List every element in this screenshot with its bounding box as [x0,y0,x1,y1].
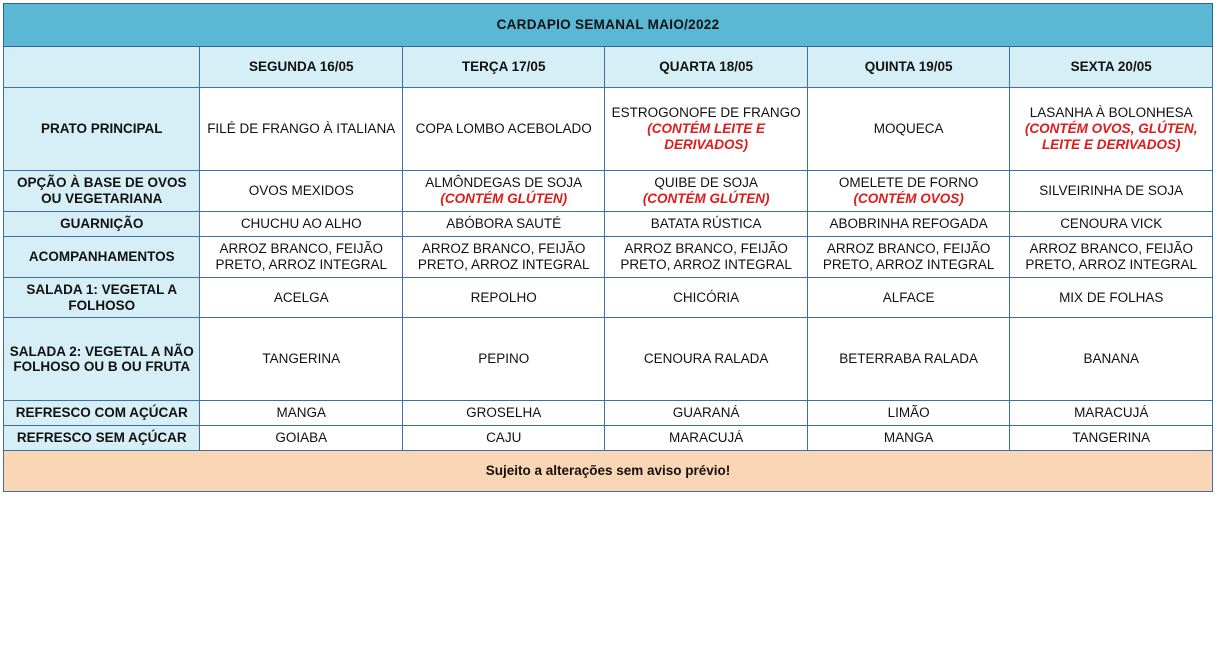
menu-cell [1010,426,1213,451]
allergen-note: (CONTÉM OVOS) [853,190,964,206]
menu-cell [605,236,807,277]
menu-item-text: GROSELHA [466,405,542,421]
menu-cell [605,318,807,401]
menu-cell [200,88,402,171]
row-label: REFRESCO SEM AÇÚCAR [4,426,200,451]
day-header: QUARTA 18/05 [605,47,807,88]
menu-item-text: MANGA [883,430,934,446]
menu-cell [807,171,1009,212]
menu-item-text: PEPINO [478,351,530,367]
menu-item-text: CENOURA RALADA [643,351,769,367]
menu-cell [1010,277,1213,318]
menu-cell [402,318,604,401]
menu-item-text: CENOURA VICK [1060,215,1163,231]
menu-cell [200,401,402,426]
menu-cell [605,88,807,171]
menu-row [4,426,1213,451]
menu-item-text: ARROZ BRANCO, FEIJÃO PRETO, ARROZ INTEGRAL [1025,240,1197,272]
menu-cell [807,318,1009,401]
allergen-note: (CONTÉM GLÚTEN) [440,190,568,206]
document-title: CARDAPIO SEMANAL MAIO/2022 [4,4,1213,47]
menu-item-text: GOIABA [275,430,328,446]
menu-item-text: MOQUECA [873,121,944,137]
menu-item-text: BANANA [1083,351,1139,367]
title-row [4,4,1213,47]
menu-row [4,318,1213,401]
menu-cell [402,171,604,212]
menu-item-text: FILÉ DE FRANGO À ITALIANA [207,121,396,137]
menu-item-text: SILVEIRINHA DE SOJA [1039,182,1184,198]
menu-cell [1010,401,1213,426]
menu-item-text: GUARANÁ [672,405,740,421]
menu-item-text: MANGA [276,405,326,421]
menu-item-text: ACELGA [273,289,329,305]
menu-cell [200,277,402,318]
header-corner [4,47,200,88]
menu-item-text: LASANHA À BOLONHESA [1029,105,1193,121]
menu-cell [402,277,604,318]
allergen-note: (CONTÉM LEITE E DERIVADOS) [647,121,766,152]
menu-cell [200,426,402,451]
day-header: QUINTA 19/05 [807,47,1009,88]
menu-item-text: ALFACE [882,289,935,305]
menu-row [4,401,1213,426]
menu-item-text: MARACUJÁ [669,430,744,446]
menu-cell [807,426,1009,451]
menu-item-text: LIMÃO [887,405,930,421]
menu-item-text: OVOS MEXIDOS [248,182,354,198]
menu-item-text: TANGERINA [262,351,341,367]
menu-cell [402,426,604,451]
menu-row [4,211,1213,236]
day-header: TERÇA 17/05 [402,47,604,88]
menu-item-text: BATATA RÚSTICA [650,215,762,231]
weekly-menu-table [3,3,1213,492]
menu-row [4,88,1213,171]
menu-item-text: ABOBRINHA REFOGADA [829,215,988,231]
menu-row [4,277,1213,318]
row-label: REFRESCO COM AÇÚCAR [4,401,200,426]
menu-cell [807,211,1009,236]
menu-item-text: MIX DE FOLHAS [1059,289,1164,305]
menu-cell [402,88,604,171]
menu-cell [200,211,402,236]
menu-item-text: ARROZ BRANCO, FEIJÃO PRETO, ARROZ INTEGRAL [417,240,590,272]
menu-item-text: QUIBE DE SOJA [654,175,758,190]
menu-cell [200,171,402,212]
menu-cell [605,211,807,236]
menu-item-text: BETERRABA RALADA [839,351,979,367]
menu-item-text: ABÓBORA SAUTÉ [446,215,562,231]
menu-item-text: ARROZ BRANCO, FEIJÃO PRETO, ARROZ INTEGRAL [215,240,387,272]
menu-item-text: CAJU [486,430,522,446]
menu-cell [807,401,1009,426]
row-label: GUARNIÇÃO [4,211,200,236]
menu-item-text: CHUCHU AO ALHO [240,215,362,231]
row-label: PRATO PRINCIPAL [4,88,200,171]
menu-cell [402,211,604,236]
menu-cell [605,401,807,426]
allergen-note: (CONTÉM GLÚTEN) [642,190,770,206]
menu-cell [1010,171,1213,212]
menu-cell [200,236,402,277]
menu-item-text: REPOLHO [470,289,537,305]
menu-item-text: COPA LOMBO ACEBOLADO [415,121,592,137]
menu-cell [402,236,604,277]
row-label: SALADA 1: VEGETAL A FOLHOSO [4,277,200,318]
day-header: SEGUNDA 16/05 [200,47,402,88]
menu-cell [807,277,1009,318]
allergen-note: (CONTÉM OVOS, GLÚTEN, LEITE E DERIVADOS) [1024,121,1198,152]
menu-cell [402,401,604,426]
menu-item-text: ALMÔNDEGAS DE SOJA [425,175,583,190]
menu-row [4,236,1213,277]
row-label: OPÇÃO À BASE DE OVOS OU VEGETARIANA [4,171,200,212]
menu-item-text: ARROZ BRANCO, FEIJÃO PRETO, ARROZ INTEGRAL [822,240,995,272]
menu-item-text: OMELETE DE FORNO [838,175,979,190]
row-label: ACOMPANHAMENTOS [4,236,200,277]
menu-cell [605,171,807,212]
row-label: SALADA 2: VEGETAL A NÃO FOLHOSO OU B OU FRUTA [4,318,200,401]
day-header: SEXTA 20/05 [1010,47,1213,88]
menu-item-text: MARACUJÁ [1074,405,1149,421]
menu-cell [807,88,1009,171]
menu-cell [1010,236,1213,277]
menu-item-text: ARROZ BRANCO, FEIJÃO PRETO, ARROZ INTEGRAL [620,240,792,272]
menu-item-text: ESTROGONOFE DE FRANGO [611,105,801,121]
footer-note: Sujeito a alterações sem aviso prévio! [4,451,1213,492]
menu-cell [1010,318,1213,401]
menu-item-text: CHICÓRIA [673,289,740,305]
menu-cell [1010,88,1213,171]
menu-item-text: TANGERINA [1072,430,1151,446]
menu-cell [807,236,1009,277]
menu-cell [605,277,807,318]
menu-cell [605,426,807,451]
menu-row [4,171,1213,212]
menu-cell [1010,211,1213,236]
menu-cell [200,318,402,401]
header-row [4,47,1213,88]
footer-row [4,451,1213,492]
